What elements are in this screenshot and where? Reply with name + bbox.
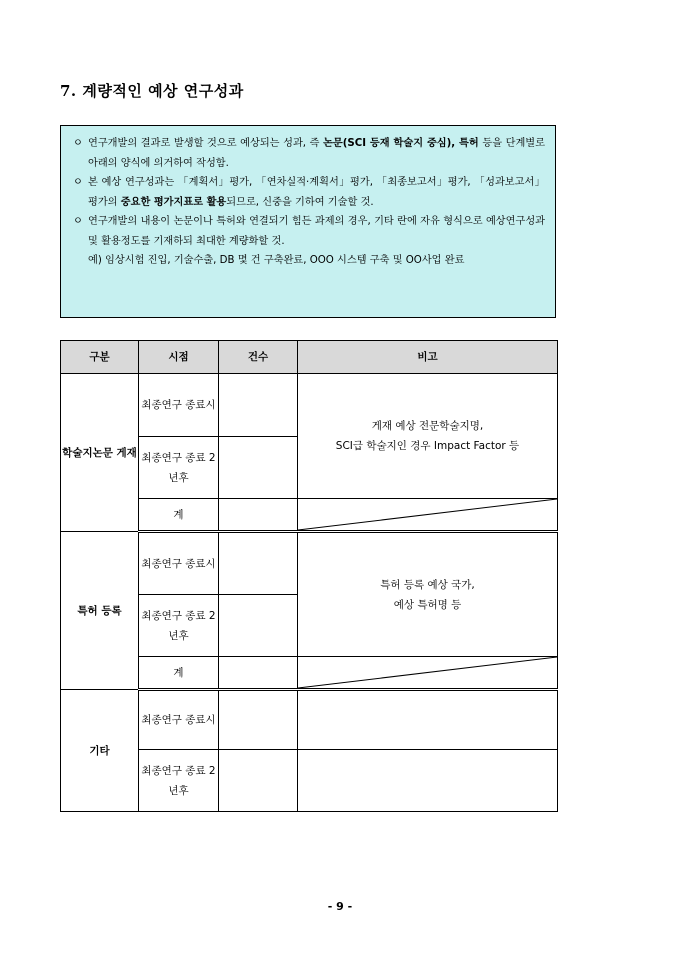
expected-outcomes-table — [60, 340, 558, 812]
page-number: - 9 - — [327, 900, 353, 913]
guide-item-2-post: 되므로, 신중을 기하여 기술할 것. — [226, 196, 374, 208]
total-label: 계 — [139, 499, 219, 532]
bullet-icon: ㅇ — [73, 138, 83, 149]
diagonal-line — [298, 499, 557, 530]
count-cell[interactable] — [219, 595, 298, 657]
guide-item-3 — [73, 212, 545, 251]
remarks-cell: 게재 예상 전문학술지명, SCI급 학술지인 경우 Impact Factor 등 — [298, 374, 558, 499]
table-row — [61, 374, 558, 437]
header-category: 구분 — [61, 341, 139, 374]
count-cell[interactable] — [219, 750, 298, 812]
count-cell[interactable] — [219, 690, 298, 750]
count-cell[interactable] — [219, 532, 298, 595]
total-count-cell[interactable] — [219, 657, 298, 690]
guide-item-1-bold: 논문(SCI 등재 학술지 중심), 특허 — [323, 138, 479, 149]
count-cell[interactable] — [219, 374, 298, 437]
table-row — [61, 532, 558, 595]
section-heading: 7. 계량적인 예상 연구성과 — [60, 82, 244, 100]
table-header-row — [61, 341, 558, 374]
table-row — [61, 690, 558, 750]
guide-item-1-pre: 연구개발의 결과로 발생할 것으로 예상되는 성과, 즉 — [88, 138, 324, 149]
guide-item-2-bold: 중요한 평가지표로 활용 — [120, 196, 227, 208]
count-cell[interactable] — [219, 437, 298, 499]
bullet-icon: ㅇ — [73, 177, 83, 188]
remarks-crossed-cell — [298, 499, 558, 532]
guide-example: 예) 임상시험 진입, 기술수출, DB 몇 건 구축완료, OOO 시스템 구축 및 OO사업 완료 — [88, 255, 465, 266]
diagonal-line — [298, 657, 557, 688]
guide-item-1-post: 등을 단계별로 아래의 양식에 의거하여 작성함. — [88, 138, 545, 169]
guide-item-1 — [73, 134, 545, 173]
header-timepoint: 시점 — [139, 341, 219, 374]
timepoint-cell: 최종연구 종료 2년후 — [139, 437, 219, 499]
bullet-icon: ㅇ — [73, 216, 83, 227]
timepoint-cell: 최종연구 종료 2년후 — [139, 750, 219, 812]
category-patent: 특허 등록 — [61, 532, 139, 690]
header-remarks: 비고 — [298, 341, 558, 374]
header-count: 건수 — [219, 341, 298, 374]
writing-guide-box — [60, 125, 556, 318]
total-count-cell[interactable] — [219, 499, 298, 532]
timepoint-cell: 최종연구 종료 2년후 — [139, 595, 219, 657]
timepoint-cell: 최종연구 종료시 — [139, 532, 219, 595]
timepoint-cell: 최종연구 종료시 — [139, 374, 219, 437]
guide-item-2 — [73, 173, 545, 212]
remarks-cell: 특허 등록 예상 국가, 예상 특허명 등 — [298, 532, 558, 657]
remarks-crossed-cell — [298, 657, 558, 690]
category-journal: 학술지논문 게재 — [61, 374, 139, 532]
remarks-cell[interactable] — [298, 690, 558, 750]
category-other: 기타 — [61, 690, 139, 812]
guide-item-3-text: 연구개발의 내용이 논문이나 특허와 연결되기 힘든 과제의 경우, 기타 란에 자유 형식으로 예상연구성과 및 활용정도를 기재하되 최대한 계량화할 것. — [88, 216, 545, 247]
total-label: 계 — [139, 657, 219, 690]
remarks-cell[interactable] — [298, 750, 558, 812]
timepoint-cell: 최종연구 종료시 — [139, 690, 219, 750]
guide-item-2-pre: 본 예상 연구성과는 「계획서」평가, 「연차실적·계획서」평가, 「최종보고서」평가, 「성과보고서」평가의 — [88, 177, 545, 208]
